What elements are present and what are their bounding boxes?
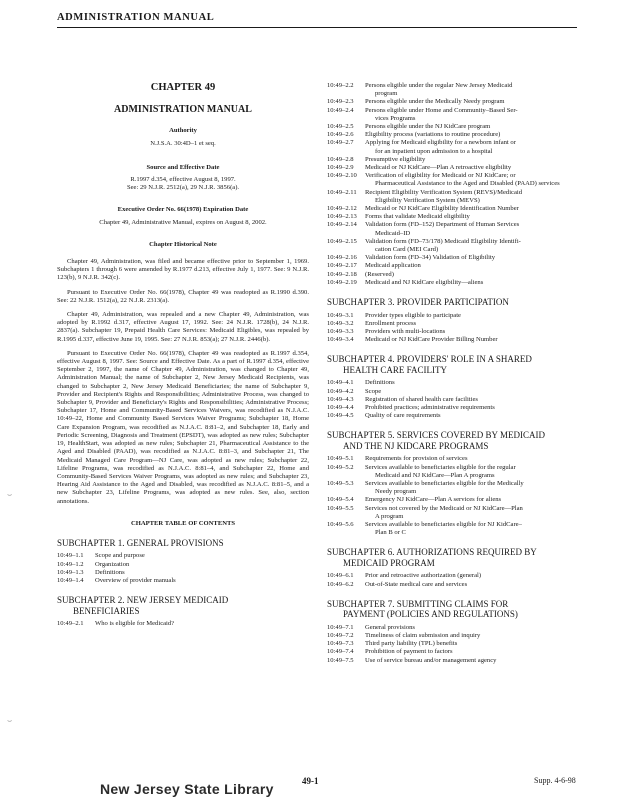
subchapter-4-title <box>327 354 579 375</box>
section-title-text: Services not covered by the Medicaid or NJ KidCare—Plan <box>365 504 523 512</box>
toc-entry <box>327 221 579 237</box>
subchapter-3-list <box>327 312 579 345</box>
section-number: 10:49–5.3 <box>327 480 354 488</box>
toc-entry <box>57 552 309 560</box>
section-number: 10:49–6.1 <box>327 572 354 580</box>
page-number: 49-1 <box>302 776 319 786</box>
section-title-text: Use of service bureau and/or management agency <box>365 656 497 664</box>
toc-entry <box>327 271 579 279</box>
history-paragraph-3: Chapter 49, Administration, was repealed and a new Chapter 49, Administration, was adopted by R.1992 d.317, effective August 17, 1992. See: 24 N.J.R. 1728(b), 24 N.J.R. 2837(a). Subchapter 19, Prepaid Health Care Services: Medicaid Eligibles, was repealed by R.1995 d.337, effective June 19, 1995. See: 27 N.J.R. 853(a); 27 N.J.R. 2446(b). <box>57 311 309 343</box>
section-title-continued: for an inpatient upon admission to a hospital <box>375 147 493 155</box>
toc-entry <box>327 131 579 139</box>
toc-entry <box>327 328 579 336</box>
toc-entry <box>327 98 579 106</box>
section-title <box>95 620 309 628</box>
section-number: 10:49–2.7 <box>327 139 354 147</box>
section-title-text: Quality of care requirements <box>365 412 441 420</box>
section-number: 10:49–2.9 <box>327 164 354 172</box>
toc-entry <box>327 189 579 205</box>
section-number: 10:49–5.2 <box>327 463 354 471</box>
section-title-text: (Reserved) <box>365 270 394 278</box>
toc-entry <box>327 172 579 188</box>
section-title-continued: Medicaid–ID <box>375 229 411 237</box>
section-number: 10:49–1.2 <box>57 560 84 568</box>
section-title-text: Provider types eligible to participate <box>365 311 461 319</box>
toc-entry <box>57 620 309 628</box>
section-title-text: Prior and retroactive authorization (general) <box>365 572 482 580</box>
section-title <box>365 189 579 205</box>
section-number: 10:49–5.6 <box>327 521 354 529</box>
toc-entry <box>327 238 579 254</box>
section-number: 10:49–5.1 <box>327 455 354 463</box>
section-number: 10:49–2.4 <box>327 106 354 114</box>
section-title <box>365 640 579 648</box>
section-title <box>365 328 579 336</box>
subchapter-1-list <box>57 552 309 585</box>
section-number: 10:49–2.17 <box>327 262 357 270</box>
section-title-text: Emergency NJ KidCare—Plan A services for aliens <box>365 496 502 504</box>
toc-entry <box>327 480 579 496</box>
section-number: 10:49–4.1 <box>327 379 354 387</box>
source-heading: Source and Effective Date <box>146 163 220 171</box>
section-number: 10:49–2.18 <box>327 270 357 278</box>
section-title-text: Validation form (FD–34) Validation of Eligibility <box>365 254 496 262</box>
section-title <box>365 396 579 404</box>
section-number: 10:49–3.4 <box>327 336 354 344</box>
section-title <box>95 561 309 569</box>
section-title-text: Scope and purpose <box>95 552 145 560</box>
subchapter-2-title <box>57 595 309 616</box>
section-title-text: Persons eligible under Home and Community–Based Ser- <box>365 106 518 114</box>
toc-entry <box>327 521 579 537</box>
toc-entry <box>327 139 579 155</box>
toc-entry <box>327 336 579 344</box>
section-title <box>365 480 579 496</box>
toc-entry <box>327 572 579 580</box>
section-title-text: Providers with multi-locations <box>365 327 446 335</box>
section-title-text: Prohibited practices; administrative requirements <box>365 404 495 411</box>
toc-entry <box>327 496 579 504</box>
section-title-text: Medicaid or NJ KidCare—Plan A retroactive eligibility <box>365 164 512 172</box>
section-number: 10:49–2.3 <box>327 98 354 106</box>
section-title-text: Persons eligible under the regular New Jersey Medicaid <box>365 82 513 89</box>
section-title-text: Out-of-State medical care and services <box>365 580 468 588</box>
subchapter-4-title-line-1: SUBCHAPTER 4. PROVIDERS' ROLE IN A SHARED <box>327 354 532 365</box>
toc-entry <box>57 577 309 585</box>
history-paragraph-2: Pursuant to Executive Order No. 66(1978), Chapter 49 was readopted as R.1990 d.390. See: 22 N.J.R. 1512(a), 22 N.J.R. 2313(a). <box>57 288 309 304</box>
section-number: 10:49–5.5 <box>327 504 354 512</box>
section-title <box>365 320 579 328</box>
section-title-continued: program <box>375 90 398 98</box>
subchapter-6-title <box>327 547 579 568</box>
subchapter-2-title-line-2: BENEFICIARIES <box>73 605 140 616</box>
section-title-text: Persons eligible under the Medically Needy program <box>365 98 505 106</box>
section-number: 10:49–1.1 <box>57 552 84 560</box>
section-number: 10:49–3.1 <box>327 311 354 319</box>
section-title-continued: Pharmaceutical Assistance to the Aged and Disabled (PAAD) services <box>375 180 560 188</box>
authority-heading: Authority <box>169 127 197 135</box>
section-title <box>365 505 579 521</box>
header-rule <box>57 27 577 28</box>
section-title <box>365 262 579 270</box>
section-title-text: Medicaid or NJ KidCare Eligibility Identification Number <box>365 205 519 213</box>
subchapter-7-title <box>327 599 579 620</box>
section-number: 10:49–2.6 <box>327 131 354 139</box>
authority-text: N.J.S.A. 30:4D–1 et seq. <box>150 139 216 147</box>
section-title-continued: Medicaid and NJ KidCare—Plan A programs <box>375 471 495 479</box>
section-title-text: Overview of provider manuals <box>95 577 176 585</box>
section-number: 10:49–5.4 <box>327 496 354 504</box>
section-number: 10:49–2.19 <box>327 278 357 286</box>
section-title <box>365 164 579 172</box>
section-title <box>365 632 579 640</box>
section-number: 10:49–2.5 <box>327 123 354 131</box>
toc-entry <box>327 164 579 172</box>
section-title <box>365 581 579 589</box>
toc-entry <box>327 213 579 221</box>
section-title-text: Forms that validate Medicaid eligibility <box>365 213 470 221</box>
section-number: 10:49–2.13 <box>327 213 357 221</box>
section-number: 10:49–7.2 <box>327 632 354 640</box>
section-number: 10:49–6.2 <box>327 580 354 588</box>
section-number: 10:49–1.3 <box>57 568 84 576</box>
section-title <box>365 279 579 287</box>
section-number: 10:49–2.11 <box>327 188 357 196</box>
section-title <box>365 271 579 279</box>
section-title-text: Requirements for provision of services <box>365 455 468 463</box>
toc-entry <box>327 640 579 648</box>
section-title <box>365 156 579 164</box>
section-number: 10:49–2.1 <box>57 620 84 628</box>
margin-mark-icon: ⌣ <box>7 490 13 499</box>
section-number: 10:49–4.4 <box>327 404 354 411</box>
left-column <box>57 31 309 628</box>
section-number: 10:49–7.1 <box>327 623 354 631</box>
toc-entry <box>327 505 579 521</box>
toc-entry <box>327 632 579 640</box>
section-title-text: Timeliness of claim submission and inquiry <box>365 632 481 640</box>
section-title-text: Definitions <box>95 568 125 576</box>
section-number: 10:49–7.4 <box>327 648 354 656</box>
section-title <box>365 336 579 344</box>
section-title-text: Recipient Eligibility Verification System (REVS)/Medicaid <box>365 188 523 196</box>
section-title <box>365 388 579 396</box>
eo-heading: Executive Order No. 66(1978) Expiration Date <box>117 206 249 214</box>
section-title <box>365 404 579 412</box>
toc-entry <box>327 254 579 262</box>
section-title <box>365 98 579 106</box>
toc-entry <box>327 657 579 665</box>
chapter-number: CHAPTER 49 <box>150 82 216 93</box>
section-title-text: Enrollment process <box>365 319 417 327</box>
toc-entry <box>327 581 579 589</box>
section-title-continued: Needy program <box>375 488 417 496</box>
subchapter-1-title: SUBCHAPTER 1. GENERAL PROVISIONS <box>57 537 224 548</box>
subchapter-5-title-line-1: SUBCHAPTER 5. SERVICES COVERED BY MEDICAID <box>327 430 545 441</box>
toc-entry <box>327 396 579 404</box>
source-line-2: See: 29 N.J.R. 2512(a), 29 N.J.R. 3856(a). <box>126 184 240 192</box>
toc-entry <box>327 82 579 98</box>
subchapter-4-title-line-2: HEALTH CARE FACILITY <box>343 364 447 375</box>
subchapter-5-list <box>327 455 579 537</box>
toc-entry <box>57 561 309 569</box>
section-title-continued: cation Card (MEI Card) <box>375 246 439 254</box>
section-title <box>365 648 579 656</box>
section-title-text: Validation form (FD–152) Department of Human Services <box>365 221 520 229</box>
section-number: 10:49–3.3 <box>327 327 354 335</box>
section-title <box>365 657 579 665</box>
section-number: 10:49–7.3 <box>327 640 354 648</box>
section-title <box>365 312 579 320</box>
subchapter-4-list <box>327 379 579 420</box>
section-title <box>365 82 579 98</box>
section-title-text: Applying for Medicaid eligibility for a newborn infant or <box>365 139 516 147</box>
section-number: 10:49–2.8 <box>327 155 354 163</box>
section-number: 10:49–7.5 <box>327 656 354 664</box>
subchapter-6-title-line-2: MEDICAID PROGRAM <box>343 557 435 568</box>
section-title-text: Validation form (FD–73/178) Medicaid Eligibility Identifi- <box>365 237 521 245</box>
subchapter-7-title-line-1: SUBCHAPTER 7. SUBMITTING CLAIMS FOR <box>327 598 509 609</box>
toc-entry <box>327 648 579 656</box>
toc-entry <box>327 123 579 131</box>
section-title <box>95 577 309 585</box>
subchapter-3-title: SUBCHAPTER 3. PROVIDER PARTICIPATION <box>327 297 509 308</box>
section-title <box>365 496 579 504</box>
section-title <box>365 455 579 463</box>
margin-mark-icon: ⌣ <box>7 716 13 725</box>
section-number: 10:49–2.12 <box>327 205 357 213</box>
toc-entry <box>327 312 579 320</box>
history-paragraph-4: Pursuant to Executive Order No. 66(1978), Chapter 49 was readopted as R.1997 d.354, effective August 8, 1997. See: Source and Effective Date. As a part of R.1997 d.354, effective September 2, 1997, the name of Chapter 49, Administration, was changed to Chapter 49, Administration Manual; the name of Subchapter 2, New Jersey Medicaid Recipients, was changed to Subchapter 2, New Jersey Medicaid Beneficiaries; the name of Subchapter 9, Provider and Recipient's Rights and Responsibilities; Administrative Process, was changed to Subchapter 9, Provider and Beneficiary's Rights and Responsibilities; Administrative Process; Subchapter 17, Home and Community-Based Services Waivers, was recodified as N.J.A.C. 10:49–22, Home and Community Based Services Waiver Programs; Subchapter 18, Home Care Expansion Program, was recodified as N.J.A.C. 8:81–2, and Subchapter 18, Early and Periodic Screening, Diagnosis and Treatment (EPSDT), was adopted as new rules; Subchapter 19, HealthStart, was adopted as new rules; Subchapter 21, Pharmaceutical Assistance to the Aged and Disabled (PAAD), was recodified as N.J.A.C. 8:81–3, and Subchapter 21, The Medicaid Managed Care Program—NJ Care, was adopted as new rules; Subchapter 22, Lifeline Programs, was recodified as N.J.A.C. 8:81–4, and Subchapter 22, Home and Community-Based Services Waiver Programs, was adopted as new rules; and Subchapter 23, Hearing Aid Assistance to the Aged and Disabled, was recodified as N.J.A.C. 8:81–5, and a new Subchapter 23, Lifeline Programs, was adopted as new rules. See, also, section annotations. <box>57 349 309 505</box>
supplement-date: Supp. 4-6-98 <box>534 776 576 785</box>
section-number: 10:49–4.2 <box>327 387 354 395</box>
section-title <box>365 379 579 387</box>
section-title <box>365 521 579 537</box>
running-header: ADMINISTRATION MANUAL <box>57 12 215 23</box>
section-title-text: Services available to beneficiaries eligible for NJ KidCare– <box>365 521 522 529</box>
toc-title: CHAPTER TABLE OF CONTENTS <box>130 519 236 527</box>
source-line-1: R.1997 d.354, effective August 8, 1997. <box>130 176 236 184</box>
section-title <box>365 139 579 155</box>
subchapter-7-title-line-2: PAYMENT (POLICIES AND REGULATIONS) <box>343 609 518 620</box>
toc-entry <box>327 279 579 287</box>
section-title-text: Medicaid or NJ KidCare Provider Billing Number <box>365 336 498 344</box>
section-title-text: Services available to beneficiaries eligible for the regular <box>365 463 516 471</box>
subchapter-2-title-line-1: SUBCHAPTER 2. NEW JERSEY MEDICAID <box>57 595 229 606</box>
section-number: 10:49–2.14 <box>327 221 357 229</box>
section-number: 10:49–2.16 <box>327 254 357 262</box>
section-title <box>365 107 579 123</box>
section-title-text: Medicaid and NJ KidCare eligibility—aliens <box>365 278 484 286</box>
subchapter-2-list-start <box>57 620 309 628</box>
section-title-continued: vices Programs <box>375 114 416 122</box>
section-number: 10:49–3.2 <box>327 319 354 327</box>
section-title <box>365 172 579 188</box>
toc-entry <box>327 388 579 396</box>
section-number: 10:49–2.2 <box>327 82 354 89</box>
section-title <box>95 569 309 577</box>
library-stamp: New Jersey State Library <box>100 781 274 797</box>
subchapter-7-list <box>327 624 579 665</box>
section-title-text: Medicaid application <box>365 262 421 270</box>
section-title-text: Third party liability (TPL) benefits <box>365 640 458 648</box>
section-title-text: Who is eligible for Medicaid? <box>95 620 175 628</box>
toc-entry <box>327 404 579 412</box>
section-title-continued: Plan B or C <box>375 529 406 537</box>
subchapter-6-title-line-1: SUBCHAPTER 6. AUTHORIZATIONS REQUIRED BY <box>327 547 537 558</box>
right-column <box>327 31 579 665</box>
section-number: 10:49–1.4 <box>57 577 84 585</box>
toc-entry <box>327 262 579 270</box>
toc-entry <box>327 412 579 420</box>
subchapter-5-title <box>327 430 579 451</box>
section-number: 10:49–4.5 <box>327 412 354 420</box>
eo-text: Chapter 49, Administrative Manual, expires on August 8, 2002. <box>99 218 267 226</box>
section-title-text: Definitions <box>365 379 395 387</box>
toc-entry <box>327 156 579 164</box>
section-title <box>365 131 579 139</box>
section-title-text: Eligibility process (variations to routine procedure) <box>365 131 501 139</box>
section-title-text: Services available to beneficiaries eligible for the Medically <box>365 480 524 488</box>
section-title <box>365 464 579 480</box>
toc-entry <box>327 464 579 480</box>
toc-entry <box>327 455 579 463</box>
section-title <box>365 254 579 262</box>
section-title <box>365 205 579 213</box>
section-title-text: Organization <box>95 560 130 568</box>
section-title-continued: A program <box>375 512 404 520</box>
section-title-continued: Eligibility Verification System (MEVS) <box>375 196 480 204</box>
subchapter-5-title-line-2: AND THE NJ KIDCARE PROGRAMS <box>343 440 489 451</box>
section-number: 10:49–2.15 <box>327 237 357 245</box>
section-title-text: Prohibition of payment to factors <box>365 648 453 656</box>
section-title-text: Verification of eligibility for Medicaid or NJ KidCare; or <box>365 172 516 180</box>
toc-entry <box>327 379 579 387</box>
section-title-text: Persons eligible under the NJ KidCare program <box>365 123 491 131</box>
section-title <box>95 552 309 560</box>
toc-entry <box>327 320 579 328</box>
toc-entry <box>327 205 579 213</box>
history-paragraph-1: Chapter 49, Administration, was filed and became effective prior to September 1, 1969. Subchapters 1 through 6 were amended by R.1977 d.213, effective July 1, 1977. See: 9 N.J.R. 123(b), 9 N.J.R. 342(c). <box>57 258 309 282</box>
chapter-title: ADMINISTRATION MANUAL <box>114 104 252 116</box>
toc-entry <box>57 569 309 577</box>
section-title-text: Registration of shared health care facilities <box>365 395 478 403</box>
section-title <box>365 221 579 237</box>
toc-entry <box>327 624 579 632</box>
section-number: 10:49–2.10 <box>327 172 357 180</box>
section-title-text: Scope <box>365 387 382 395</box>
section-title-text: General provisions <box>365 623 415 631</box>
subchapter-2-list-continued <box>327 82 579 287</box>
section-title <box>365 213 579 221</box>
section-title <box>365 624 579 632</box>
section-title <box>365 572 579 580</box>
section-title <box>365 123 579 131</box>
section-title-text: Presumptive eligibility <box>365 155 426 163</box>
section-title <box>365 238 579 254</box>
subchapter-6-list <box>327 572 579 588</box>
toc-entry <box>327 107 579 123</box>
section-number: 10:49–4.3 <box>327 395 354 403</box>
section-title <box>365 412 579 420</box>
history-heading: Chapter Historical Note <box>149 240 217 248</box>
